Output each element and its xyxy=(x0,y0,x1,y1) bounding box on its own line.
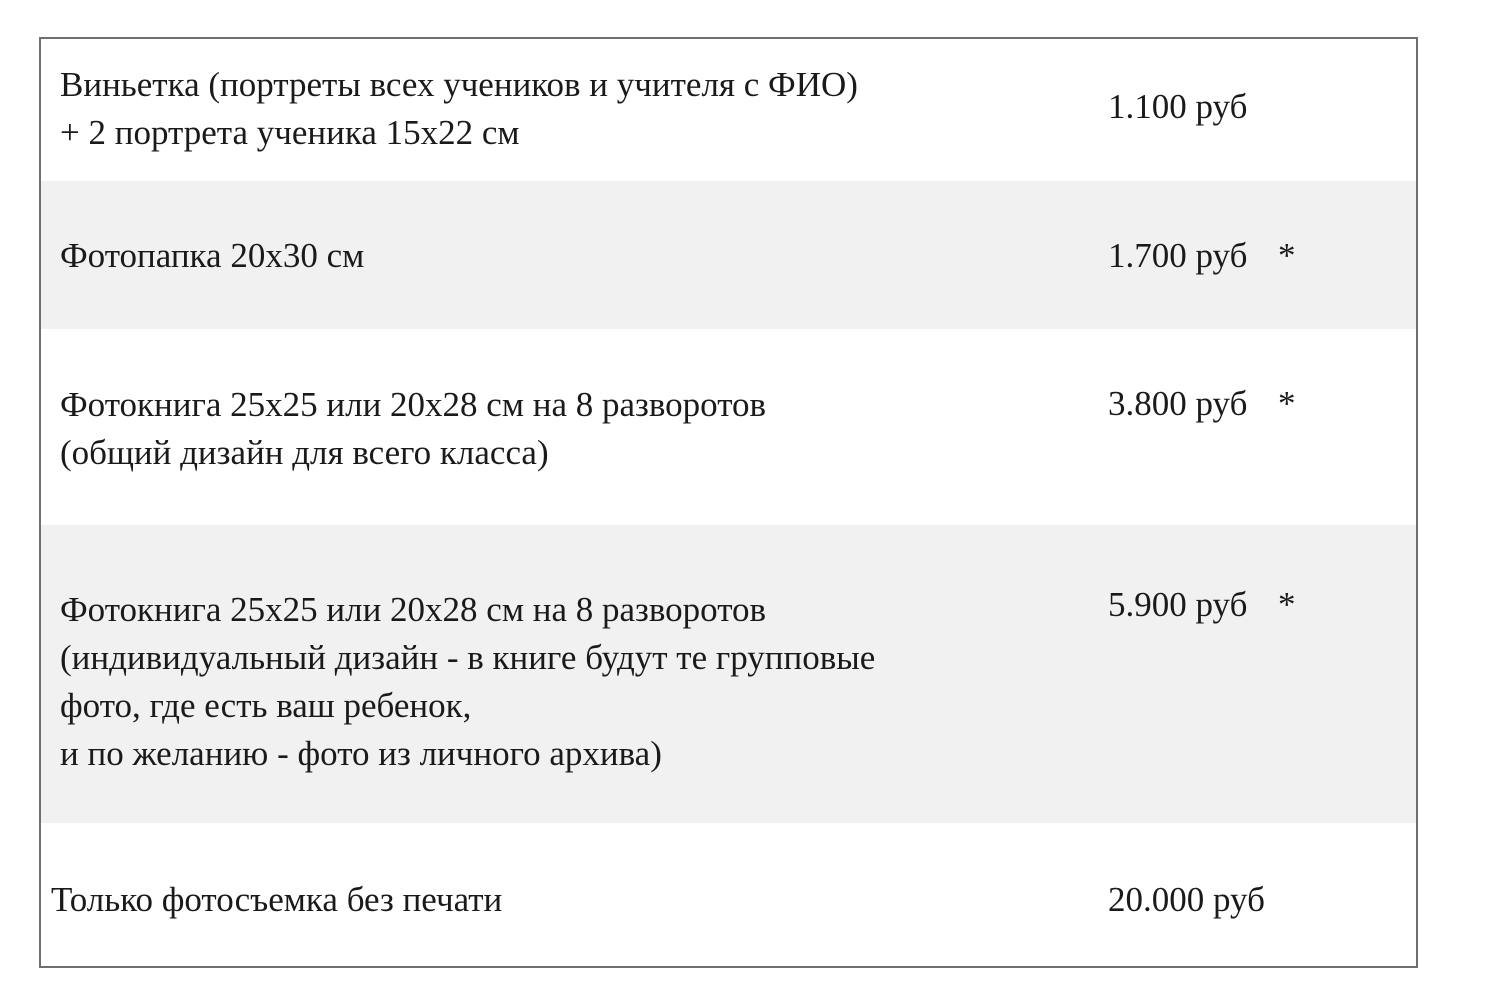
description-line: Фотокнига 25х25 или 20х28 см на 8 разворотов xyxy=(60,590,767,629)
description-line: + 2 портрета ученика 15х22 см xyxy=(60,113,520,152)
asterisk-mark: * xyxy=(1278,384,1296,423)
description-line: Фотопапка 20х30 см xyxy=(60,236,365,275)
item-price: 1.700 руб xyxy=(1108,236,1248,275)
description-line: Фотокнига 25х25 или 20х28 см на 8 разворотов xyxy=(60,385,767,424)
item-description xyxy=(60,381,766,477)
price-row-photo-folder xyxy=(41,181,1416,329)
price-row-photobook-individual xyxy=(41,525,1416,823)
asterisk-mark: * xyxy=(1278,585,1296,624)
price-row-shooting-only xyxy=(41,823,1416,968)
description-line: и по желанию - фото из личного архива) xyxy=(60,734,662,773)
asterisk-mark: * xyxy=(1278,236,1296,275)
item-price: 1.100 руб xyxy=(1108,87,1248,126)
description-line: (общий дизайн для всего класса) xyxy=(60,433,549,472)
item-price: 20.000 руб xyxy=(1108,880,1265,919)
item-description xyxy=(51,876,502,924)
item-description xyxy=(60,586,875,778)
description-line: Только фотосъемка без печати xyxy=(51,880,503,919)
price-row-photobook-common xyxy=(41,329,1416,525)
item-price: 3.800 руб xyxy=(1108,384,1248,423)
item-description xyxy=(60,61,858,157)
description-line: (индивидуальный дизайн - в книге будут те групповые xyxy=(60,638,876,677)
item-price: 5.900 руб xyxy=(1108,585,1248,624)
price-table xyxy=(39,37,1418,968)
item-description xyxy=(60,232,364,280)
description-line: Виньетка (портреты всех учеников и учителя с ФИО) xyxy=(60,65,858,104)
price-row-vignette xyxy=(41,39,1416,181)
description-line: фото, где есть ваш ребенок, xyxy=(60,686,472,725)
